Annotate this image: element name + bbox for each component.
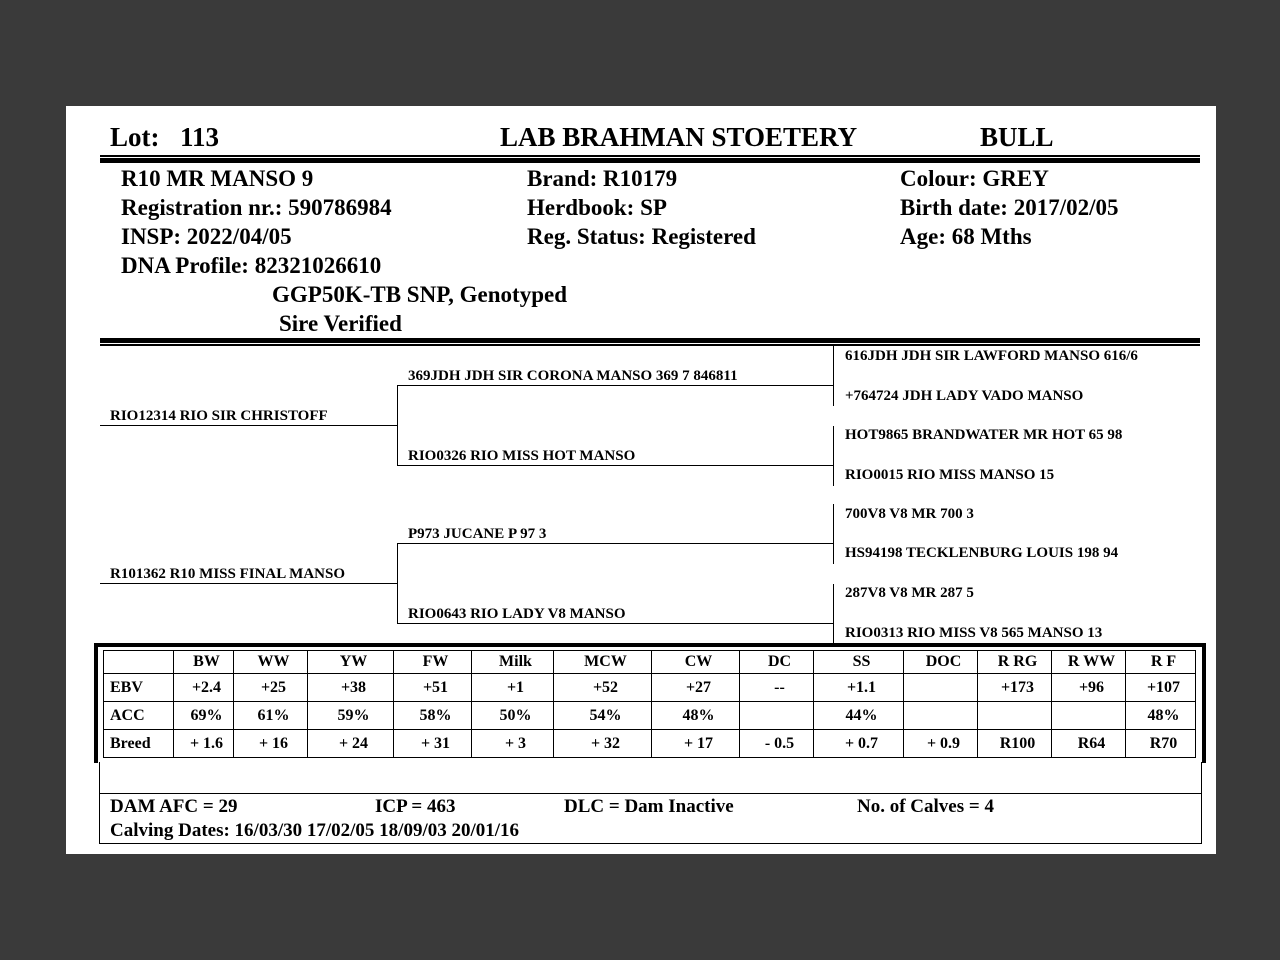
genotype-status: GGP50K-TB SNP, Genotyped bbox=[272, 282, 567, 307]
sire-verified: Sire Verified bbox=[279, 311, 402, 336]
pedigree-ggp: RIO0313 RIO MISS V8 565 MANSO 13 bbox=[845, 625, 1103, 641]
table-cell: +1.1 bbox=[814, 674, 904, 702]
table-cell: - 0.5 bbox=[740, 730, 814, 758]
table-cell: + 24 bbox=[308, 730, 394, 758]
table-header: BW bbox=[174, 651, 234, 674]
table-header: DOC bbox=[904, 651, 978, 674]
table-cell: 48% bbox=[652, 702, 740, 730]
table-row bbox=[104, 674, 1196, 702]
table-cell: 48% bbox=[1126, 702, 1196, 730]
table-cell: +173 bbox=[978, 674, 1052, 702]
pedigree-line bbox=[397, 465, 833, 466]
pedigree-line bbox=[397, 543, 833, 544]
pedigree-ggp: HOT9865 BRANDWATER MR HOT 65 98 bbox=[845, 427, 1123, 443]
table-cell: +96 bbox=[1052, 674, 1126, 702]
table-cell: +38 bbox=[308, 674, 394, 702]
table-cell: +25 bbox=[234, 674, 308, 702]
table-cell: + 3 bbox=[472, 730, 554, 758]
pedigree-bracket bbox=[833, 346, 834, 406]
table-cell bbox=[740, 702, 814, 730]
pedigree-sire-sire: 369JDH JDH SIR CORONA MANSO 369 7 846811 bbox=[408, 368, 738, 384]
table-header: SS bbox=[814, 651, 904, 674]
info-rule-thick bbox=[100, 338, 1200, 343]
info-rule-thin bbox=[100, 344, 1200, 346]
table-cell bbox=[904, 674, 978, 702]
number-of-calves: No. of Calves = 4 bbox=[857, 796, 994, 817]
table-cell: +107 bbox=[1126, 674, 1196, 702]
table-cell: +1 bbox=[472, 674, 554, 702]
icp: ICP = 463 bbox=[375, 796, 456, 817]
table-header: MCW bbox=[554, 651, 652, 674]
age: Age: 68 Mths bbox=[900, 224, 1032, 249]
table-header: Milk bbox=[472, 651, 554, 674]
pedigree-ggp: HS94198 TECKLENBURG LOUIS 198 94 bbox=[845, 545, 1119, 561]
pedigree-line bbox=[397, 385, 833, 386]
table-cell: 59% bbox=[308, 702, 394, 730]
table-header: R F bbox=[1126, 651, 1196, 674]
table-cell: +52 bbox=[554, 674, 652, 702]
pedigree-dam-dam: RIO0643 RIO LADY V8 MANSO bbox=[408, 606, 626, 622]
colour: Colour: GREY bbox=[900, 166, 1049, 191]
table-cell: + 31 bbox=[394, 730, 472, 758]
table-cell: + 0.7 bbox=[814, 730, 904, 758]
stats-frame-top bbox=[94, 643, 1206, 647]
dna-profile: DNA Profile: 82321026610 bbox=[121, 253, 382, 278]
table-cell: 44% bbox=[814, 702, 904, 730]
blank-box bbox=[99, 762, 1202, 794]
table-cell bbox=[1052, 702, 1126, 730]
table-cell: R64 bbox=[1052, 730, 1126, 758]
herdbook: Herdbook: SP bbox=[527, 195, 667, 220]
pedigree-line bbox=[100, 583, 398, 584]
table-header: YW bbox=[308, 651, 394, 674]
lot-number: 113 bbox=[180, 122, 220, 152]
stats-frame-left bbox=[94, 643, 98, 763]
pedigree-bracket bbox=[397, 385, 398, 466]
dlc: DLC = Dam Inactive bbox=[564, 796, 734, 817]
table-header: R RG bbox=[978, 651, 1052, 674]
table-header: R WW bbox=[1052, 651, 1126, 674]
animal-sex: BULL bbox=[980, 122, 1054, 152]
brand: Brand: R10179 bbox=[527, 166, 678, 191]
table-cell: +51 bbox=[394, 674, 472, 702]
lot-label: Lot: bbox=[110, 122, 160, 152]
table-row bbox=[104, 702, 1196, 730]
table-cell: 54% bbox=[554, 702, 652, 730]
table-header bbox=[104, 651, 174, 674]
ebv-header-row bbox=[104, 651, 1196, 674]
animal-name: R10 MR MANSO 9 bbox=[121, 166, 314, 191]
dam-afc: DAM AFC = 29 bbox=[110, 796, 238, 817]
pedigree-ggp: 287V8 V8 MR 287 5 bbox=[845, 585, 974, 601]
pedigree-sire-dam: RIO0326 RIO MISS HOT MANSO bbox=[408, 448, 636, 464]
table-cell: 69% bbox=[174, 702, 234, 730]
registration-number: Registration nr.: 590786984 bbox=[121, 195, 392, 220]
table-cell: EBV bbox=[104, 674, 174, 702]
pedigree-bracket bbox=[833, 584, 834, 644]
table-cell bbox=[978, 702, 1052, 730]
table-cell: 61% bbox=[234, 702, 308, 730]
pedigree-bracket bbox=[397, 543, 398, 624]
table-cell: + 1.6 bbox=[174, 730, 234, 758]
table-cell: + 0.9 bbox=[904, 730, 978, 758]
table-cell: +27 bbox=[652, 674, 740, 702]
pedigree-ggp: 616JDH JDH SIR LAWFORD MANSO 616/6 bbox=[845, 348, 1138, 364]
pedigree-line bbox=[397, 623, 833, 624]
pedigree-line bbox=[100, 425, 398, 426]
table-cell: + 32 bbox=[554, 730, 652, 758]
lot-card bbox=[66, 106, 1216, 854]
header-rule-thin bbox=[100, 155, 1200, 157]
table-cell: R70 bbox=[1126, 730, 1196, 758]
table-cell: + 16 bbox=[234, 730, 308, 758]
stats-frame-right bbox=[1202, 643, 1206, 763]
registration-status: Reg. Status: Registered bbox=[527, 224, 756, 249]
table-header: WW bbox=[234, 651, 308, 674]
pedigree-sire: RIO12314 RIO SIR CHRISTOFF bbox=[110, 408, 328, 424]
pedigree-bracket bbox=[833, 426, 834, 486]
table-cell: -- bbox=[740, 674, 814, 702]
pedigree-dam: R101362 R10 MISS FINAL MANSO bbox=[110, 566, 346, 582]
insp-date: INSP: 2022/04/05 bbox=[121, 224, 292, 249]
table-cell: +2.4 bbox=[174, 674, 234, 702]
table-row bbox=[104, 730, 1196, 758]
birth-date: Birth date: 2017/02/05 bbox=[900, 195, 1119, 220]
ebv-table bbox=[103, 650, 1196, 758]
pedigree-dam-sire: P973 JUCANE P 97 3 bbox=[408, 526, 547, 542]
table-cell: ACC bbox=[104, 702, 174, 730]
table-cell: R100 bbox=[978, 730, 1052, 758]
table-cell: Breed bbox=[104, 730, 174, 758]
header-rule-thick bbox=[100, 158, 1200, 163]
table-header: DC bbox=[740, 651, 814, 674]
table-cell bbox=[904, 702, 978, 730]
table-header: CW bbox=[652, 651, 740, 674]
table-cell: 50% bbox=[472, 702, 554, 730]
table-cell: + 17 bbox=[652, 730, 740, 758]
table-cell: 58% bbox=[394, 702, 472, 730]
pedigree-ggp: 700V8 V8 MR 700 3 bbox=[845, 506, 974, 522]
breeder-name: LAB BRAHMAN STOETERY bbox=[500, 122, 858, 152]
calving-dates: Calving Dates: 16/03/30 17/02/05 18/09/03 20/01/16 bbox=[110, 820, 520, 841]
pedigree-ggp: +764724 JDH LADY VADO MANSO bbox=[845, 388, 1084, 404]
pedigree-bracket bbox=[833, 504, 834, 564]
table-header: FW bbox=[394, 651, 472, 674]
pedigree-ggp: RIO0015 RIO MISS MANSO 15 bbox=[845, 467, 1055, 483]
